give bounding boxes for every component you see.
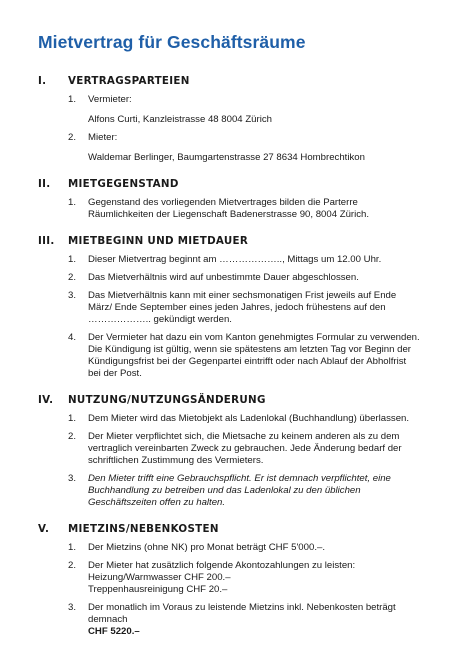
- item-line: Gegenstand des vorliegenden Mietvertrages bilden die Parterre: [88, 196, 358, 208]
- item-line: ……………….. gekündigt werden.: [88, 313, 232, 325]
- item-text: [88, 431, 446, 467]
- item-text: [88, 602, 446, 638]
- item-text: [88, 413, 446, 425]
- list-item: [68, 542, 446, 554]
- item-line: vertraglich vereinbarten Zweck zu gebrauchen. Jede Änderung bedarf der: [88, 442, 402, 454]
- item-line: Heizung/Warmwasser CHF 200.–: [88, 571, 231, 583]
- item-line: Geschäftszeiten offen zu halten.: [88, 496, 226, 508]
- item-line: Der Mietzins (ohne NK) pro Monat beträgt CHF 5'000.–.: [88, 541, 325, 553]
- section-number: I.: [38, 75, 47, 87]
- item-line: Alfons Curti, Kanzleistrasse 48 8004 Zürich: [88, 113, 272, 125]
- item-line: Treppenhausreinigung CHF 20.–: [88, 583, 228, 595]
- section-heading: [38, 75, 446, 87]
- section: [38, 75, 446, 164]
- item-number: 2.: [68, 430, 77, 442]
- list-item: [68, 413, 446, 425]
- item-text: [88, 272, 446, 284]
- item-line: März/ Ende September eines jeden Jahres, jedoch frühestens auf den: [88, 301, 386, 313]
- item-text: [88, 132, 446, 164]
- item-line: Räumlichkeiten der Liegenschaft Badenerstrasse 90, 8004 Zürich.: [88, 208, 370, 220]
- list-item: [68, 602, 446, 638]
- section-number: V.: [38, 522, 50, 535]
- section-heading: [38, 394, 446, 406]
- item-text: [88, 332, 446, 380]
- item-line: Dieser Mietvertrag beginnt am ……………….., Mittags um 12.00 Uhr.: [88, 253, 382, 265]
- item-number: 3.: [68, 601, 77, 613]
- item-number: 1.: [68, 412, 77, 424]
- section-heading: [38, 235, 446, 247]
- section-title: NUTZUNG/NUTZUNGSÄNDERUNG: [68, 393, 266, 406]
- item-line: bei der Post.: [88, 367, 142, 379]
- item-text: [88, 473, 446, 509]
- item-text: [88, 254, 446, 266]
- item-line: Vermieter:: [88, 94, 132, 105]
- section-number: IV.: [38, 393, 54, 406]
- item-text: [88, 290, 446, 326]
- section-number: II.: [38, 177, 51, 190]
- item-text: [88, 560, 446, 596]
- list-item: [68, 197, 446, 221]
- item-line: Der monatlich im Voraus zu leistende Mietzins inkl. Nebenkosten beträgt: [88, 601, 396, 613]
- section: [38, 178, 446, 221]
- list-item: [68, 473, 446, 509]
- section-heading: [38, 178, 446, 190]
- section: [38, 394, 446, 509]
- section: [38, 235, 446, 380]
- item-line: Dem Mieter wird das Mietobjekt als Ladenlokal (Buchhandlung) überlassen.: [88, 412, 410, 424]
- item-text: [88, 94, 446, 126]
- section-title: MIETBEGINN UND MIETDAUER: [68, 234, 249, 247]
- section-title: VERTRAGSPARTEIEN: [68, 75, 190, 87]
- list-item: [68, 254, 446, 266]
- item-line: Den Mieter trifft eine Gebrauchspflicht. Er ist demnach verpflichtet, eine: [88, 472, 391, 484]
- item-line: Das Mietverhältnis wird auf unbestimmte Dauer abgeschlossen.: [88, 271, 359, 283]
- item-line: demnach: [88, 613, 128, 625]
- list-item: [68, 290, 446, 326]
- item-number: 2.: [68, 271, 77, 283]
- section-title: MIETZINS/NEBENKOSTEN: [68, 522, 219, 535]
- item-line: Mieter:: [88, 131, 118, 143]
- item-line: Buchhandlung zu betreiben und das Ladenlokal zu den üblichen: [88, 484, 361, 496]
- item-line: Das Mietverhältnis kann mit einer sechsmonatigen Frist jeweils auf Ende: [88, 289, 397, 301]
- item-number: 4.: [68, 331, 77, 343]
- item-total: CHF 5220.–: [88, 625, 140, 637]
- document-title: Mietvertrag für Geschäftsräume: [38, 32, 306, 52]
- section: [38, 523, 446, 638]
- item-number: 3.: [68, 472, 77, 484]
- list-item: [68, 431, 446, 467]
- item-line: Die Kündigung ist gültig, wenn sie spätestens am letzten Tag vor Beginn der: [88, 343, 412, 355]
- item-line: Der Mieter verpflichtet sich, die Mietsache zu keinem anderen als zu dem: [88, 430, 400, 442]
- item-number: 1.: [68, 253, 77, 265]
- section-heading: [38, 523, 446, 535]
- item-text: [88, 197, 446, 221]
- item-number: 2.: [68, 131, 77, 143]
- item-line: Waldemar Berlinger, Baumgartenstrasse 27 8634 Hombrechtikon: [88, 151, 365, 163]
- item-number: 1.: [68, 196, 77, 208]
- list-item: [68, 94, 446, 126]
- list-item: [68, 132, 446, 164]
- item-number: 2.: [68, 559, 77, 571]
- item-line: schriftlichen Zustimmung des Vermieters.: [88, 454, 264, 466]
- item-line: Der Mieter hat zusätzlich folgende Akontozahlungen zu leisten:: [88, 559, 356, 571]
- list-item: [68, 560, 446, 596]
- list-item: [68, 332, 446, 380]
- list-item: [68, 272, 446, 284]
- item-number: 3.: [68, 289, 77, 301]
- section-number: III.: [38, 234, 55, 247]
- sections-container: [38, 75, 446, 638]
- section-title: MIETGEGENSTAND: [68, 177, 179, 190]
- item-text: [88, 542, 446, 554]
- item-line: Kündigungsfrist bei der Gegenpartei eintrifft oder nach Ablauf der Abholfrist: [88, 355, 407, 367]
- item-number: 1.: [68, 541, 77, 553]
- item-line: Der Vermieter hat dazu ein vom Kanton genehmigtes Formular zu verwenden.: [88, 331, 420, 343]
- item-number: 1.: [68, 94, 77, 105]
